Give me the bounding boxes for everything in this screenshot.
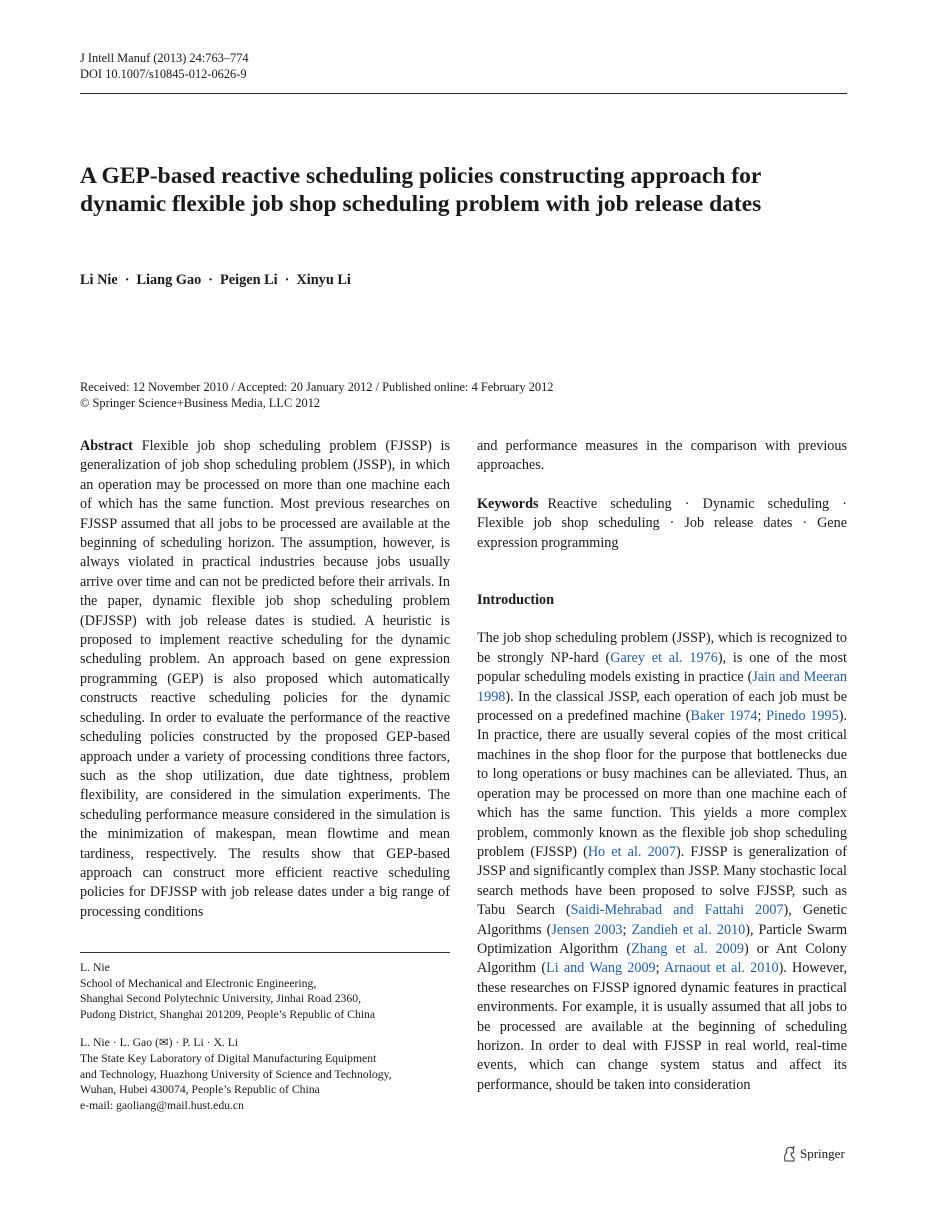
affiliation-line: Pudong District, Shanghai 201209, People’s Republic of China [80, 1007, 376, 1021]
email-address[interactable]: e-mail: gaoliang@mail.hust.edu.cn [80, 1098, 244, 1112]
keyword: Reactive scheduling [547, 495, 672, 512]
publisher-logo [782, 1146, 845, 1162]
abstract [80, 437, 450, 922]
introduction-text: ), Particle Swarm Optimization Algorithm ( [477, 921, 848, 957]
copyright-line: © Springer Science+Business Media, LLC 2012 [80, 396, 321, 410]
citation-link[interactable]: Garey et al. 1976 [610, 649, 718, 666]
citation-link[interactable]: Zhang et al. 2009 [631, 940, 744, 957]
affiliation-block [80, 960, 450, 1022]
author-name: Liang Gao [136, 272, 202, 288]
abstract-continuation: and performance measures in the comparison with previous approaches. [477, 438, 847, 474]
introduction-text: ), is one of the most popular scheduling models existing in practice ( [477, 649, 847, 686]
footnote-rule [80, 952, 450, 953]
journal-info [80, 50, 249, 82]
citation-link[interactable]: Baker 1974 [690, 708, 758, 725]
publisher-name: Springer [800, 1146, 845, 1161]
keywords-label: Keywords [477, 495, 539, 512]
affiliation-line: Wuhan, Hubei 430074, People’s Republic of China [80, 1083, 320, 1097]
citation-link[interactable]: Ho et al. 2007 [587, 843, 676, 860]
keywords-list: Reactive scheduling · Dynamic scheduling · Flexible job shop scheduling · Job release dates · Gene expression programming [477, 495, 847, 551]
introduction-text: ). In the classical JSSP, each operation of each job must be processed on a predefined machine ( [477, 688, 847, 725]
author-separator: · [124, 272, 130, 288]
author-name: Xinyu Li [296, 272, 351, 288]
citation-link[interactable]: Pinedo 1995 [766, 708, 839, 725]
journal-citation: J Intell Manuf (2013) 24:763–774 [80, 51, 249, 65]
introduction-text: ). In practice, there are usually several copies of the most critical machines in the shop floor for the purpose that bottlenecks due to long operations or busy machines can be alleviated. Thus, an operation may be processed on more than one machine each of which has the same function. This yields a more complex problem, commonly known as the flexible job shop scheduling problem (FJSSP) ( [477, 708, 847, 860]
citation-link[interactable]: Jain and Meeran 1998 [477, 669, 847, 705]
right-column [477, 437, 847, 1095]
citation-link[interactable]: Arnaout et al. 2010 [664, 960, 779, 977]
citation-link[interactable]: Jensen 2003 [551, 921, 623, 938]
abstract-text: Flexible job shop scheduling problem (FJSSP) is generalization of job shop scheduling problem (JSSP), in which an operation may be processed on more than one machine each of which has the same function. Most previous researches on FJSSP assumed that all jobs to be processed are available at the beginning of scheduling horizon. The assumption, however, is always violated in practical industries because jobs usually arrive over time and can not be predicted before their arrivals. In the paper, dynamic flexible job shop scheduling problem (DFJSSP) with job release dates is studied. A heuristic is proposed to implement reactive scheduling for the dynamic scheduling problem. An approach based on gene expression programming (GEP) is also proposed which automatically constructs reactive scheduling policies for the dynamic scheduling. In order to evaluate the performance of the reactive scheduling policies constructed by the proposed GEP-based approach under a variety of processing conditions three factors, such as the shop utilization, due date tightness, problem flexibility, are considered in the simulation experiments. The scheduling performance measure considered in the simulation is the minimization of makespan, mean flowtime and mean tardiness, respectively. The results show that GEP-based approach can construct more efficient reactive scheduling policies for DFJSSP with job release dates under a big range of processing conditions [80, 438, 450, 920]
citation-link[interactable]: Saidi-Mehrabad and Fattahi 2007 [570, 902, 784, 919]
keywords [477, 495, 847, 553]
keyword: Flexible job shop scheduling [477, 515, 660, 532]
citation-link[interactable]: Zandieh et al. 2010 [631, 921, 746, 938]
introduction-text: ). FJSSP is generalization of JSSP and significantly complex than JSSP. Many stochastic local search methods have been proposed to solve FJSSP, such as Tabu Search ( [477, 843, 847, 919]
paper-title: A GEP-based reactive scheduling policies constructing approach for dynamic flexible job shop scheduling problem with job release dates [80, 163, 762, 217]
introduction-text: ; [655, 960, 665, 977]
affiliation-line: The State Key Laboratory of Digital Manufacturing Equipment [80, 1051, 377, 1065]
author-separator: · [284, 272, 290, 288]
affiliation-line: L. Nie [80, 961, 110, 974]
affiliation-block [80, 1035, 450, 1113]
author-list [80, 272, 351, 289]
section-heading-introduction: Introduction [477, 592, 554, 609]
introduction-text: ; [757, 708, 767, 725]
header-rule [80, 93, 847, 94]
author-name: Li Nie [80, 272, 118, 288]
citation-link[interactable]: Li and Wang 2009 [546, 960, 656, 977]
left-column [80, 437, 450, 922]
introduction-text: ). However, these researches on FJSSP ignored dynamic features in practical environments. For example, it is usually assumed that all jobs to be processed are available at the beginning of scheduling horizon. In order to deal with FJSSP in real world, real-time events, which can change system status and affect its performance, should be taken into consideration [477, 960, 848, 1093]
introduction-text: ), Genetic Algorithms ( [477, 902, 848, 938]
introduction-text: ) or Ant Colony Algorithm ( [477, 940, 847, 977]
author-name: Peigen Li [220, 272, 278, 288]
keyword: Gene expression programming [477, 515, 847, 551]
abstract-label: Abstract [80, 438, 133, 454]
introduction-paragraph [477, 629, 847, 1095]
affiliation-footnotes [80, 960, 450, 1126]
author-separator: · [208, 272, 214, 288]
affiliation-line: School of Mechanical and Electronic Engineering, [80, 976, 317, 990]
introduction-text: ; [622, 921, 632, 938]
keyword: Job release dates [684, 515, 793, 532]
springer-horse-icon [782, 1146, 796, 1162]
affiliation-line: Shanghai Second Polytechnic University, Jinhai Road 2360, [80, 992, 362, 1006]
publication-history [80, 379, 554, 411]
dates-line: Received: 12 November 2010 / Accepted: 20 January 2012 / Published online: 4 February 2012 [80, 380, 554, 394]
introduction-text: The job shop scheduling problem (JSSP), which is recognized to be strongly NP-hard ( [477, 630, 847, 666]
affiliation-line: and Technology, Huazhong University of Science and Technology, [80, 1067, 392, 1081]
doi: DOI 10.1007/s10845-012-0626-9 [80, 67, 247, 81]
keyword: Dynamic scheduling [702, 495, 830, 512]
affiliation-line: L. Nie · L. Gao (✉) · P. Li · X. Li [80, 1036, 239, 1050]
